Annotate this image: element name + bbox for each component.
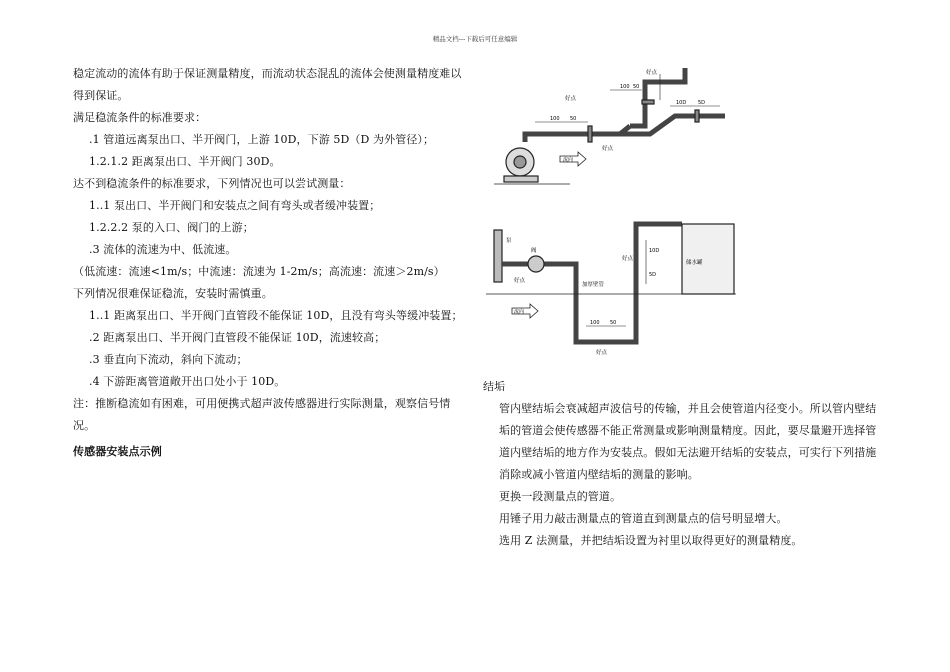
paragraph-standard-heading: 满足稳流条件的标准要求：: [73, 111, 207, 124]
dim-label-5D: 5D: [698, 100, 706, 106]
list-item-try-2: 1.2.2.2 泵的入口、阀门的上游；: [89, 221, 254, 234]
paragraph-note: 注：推断稳流如有困难，可用便携式超声波传感器进行实际测量，观察信号情况。: [73, 397, 451, 432]
list-item-z-method: 选用 Z 法测量，并把结垢设置为衬里以取得更好的测量精度。: [499, 534, 803, 547]
list-item-caution-3: .3 垂直向下流动，斜向下流动；: [89, 353, 248, 366]
good-point-label-1: 好点: [565, 96, 577, 102]
list-item-caution-2: .2 距离泵出口、半开阀门直管段不能保证 10D，流速较高；: [89, 331, 386, 344]
flow-label: 流向: [563, 157, 574, 163]
list-item-replace-pipe: 更换一段测量点的管道。: [499, 490, 622, 503]
paragraph-try-heading: 达不到稳流条件的标准要求，下列情况也可以尝试测量：: [73, 177, 351, 190]
list-item-standard-1: .1 管道远离泵出口、半开阀门，上游 10D，下游 5D（D 为外管径）；: [89, 133, 435, 146]
good-point-label-a: 好点: [514, 278, 526, 284]
dim-label-100: 100: [550, 116, 560, 122]
dim-label-10D: 10D: [676, 100, 687, 106]
list-item-standard-2: 1.2.1.2 距离泵出口、半开阀门 30D。: [89, 155, 281, 168]
good-point-label-c: 好点: [596, 350, 608, 356]
tank-label: 储水罐: [686, 260, 703, 266]
list-item-try-3: .3 流体的流速为中、低流速。: [89, 243, 237, 256]
valve-label: 阀: [531, 248, 537, 254]
paragraph-stable-flow: 稳定流动的流体有助于保证测量精度，而流动状态混乱的流体会使测量精度难以得到保证。: [73, 67, 462, 102]
left-column: [73, 63, 465, 463]
paragraph-scaling: 管内壁结垢会衰减超声波信号的传输，并且会使管道内径变小。所以管内壁结垢的管道会使传感器不能正常测量或影响测量精度。因此，要尽量避开选择管道内壁结垢的地方作为安装点。假如无法避开结垢的安装点，可实行下列措施消除或减小管道内壁结垢的测量的影响。: [499, 402, 877, 481]
dim-label-5D: 5D: [649, 272, 657, 278]
dim-label-50: 50: [610, 320, 617, 326]
good-point-label-2: 好点: [646, 70, 658, 76]
flow-label: 流向: [514, 309, 525, 315]
section-heading-install-examples: 传感器安装点示例: [73, 445, 162, 458]
paragraph-velocity-note: （低流速：流速<1m/s；中流速：流速为 1-2m/s；高流速：流速＞2m/s）: [73, 265, 445, 278]
list-item-try-1: 1..1 泵出口、半开阀门和安装点之间有弯头或者缓冲装置；: [89, 199, 381, 212]
list-item-caution-4: .4 下游距离管道敞开出口处小于 10D。: [89, 375, 286, 388]
list-item-caution-1: 1..1 距离泵出口、半开阀门直管段不能保证 10D，且没有弯头等缓冲装置；: [89, 309, 463, 322]
right-column: [483, 376, 879, 552]
page-header: 精品文档---下载后可任意编辑: [432, 35, 518, 43]
pipe-drawing: [494, 68, 725, 184]
pump-label: 泵: [506, 238, 512, 244]
figure-pipeline-pump: [470, 60, 740, 200]
dim-label-10D: 10D: [649, 248, 660, 254]
thick-wall-pipe-label: 加厚壁管: [582, 282, 605, 288]
good-point-label-3: 好点: [602, 146, 614, 152]
dim-label-50: 50: [570, 116, 577, 122]
paragraph-caution-heading: 下列情况很难保证稳流，安装时需慎重。: [73, 287, 273, 300]
dim-label-100: 100: [590, 320, 600, 326]
good-point-label-b: 好点: [622, 256, 634, 262]
list-item-hammer: 用锤子用力敲击测量点的管道直到测量点的信号明显增大。: [499, 512, 788, 525]
dim-label-upper-100: 100: [620, 84, 630, 90]
section-heading-scaling: 结垢: [483, 380, 506, 393]
dim-label-upper-50: 50: [633, 84, 640, 90]
figure-pipeline-tank: [486, 212, 738, 362]
